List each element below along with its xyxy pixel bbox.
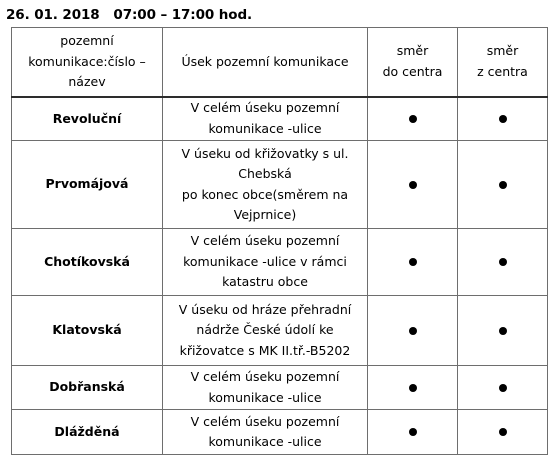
section-line: komunikace -ulice v rámci bbox=[183, 253, 347, 269]
section-line: Vejprnice) bbox=[233, 207, 297, 222]
bullet-icon bbox=[499, 181, 507, 189]
header-road bbox=[12, 28, 163, 97]
table-row bbox=[12, 296, 548, 366]
from-center-cell bbox=[458, 229, 548, 296]
table-row bbox=[12, 410, 548, 455]
road-name-cell: Prvomájová bbox=[12, 141, 163, 229]
section-line: V celém úseku pozemní bbox=[190, 413, 340, 429]
section-line: komunikace -ulice bbox=[208, 434, 322, 449]
from-center-cell bbox=[458, 296, 548, 366]
bullet-icon bbox=[499, 327, 507, 335]
bullet-icon bbox=[409, 115, 417, 123]
from-center-cell bbox=[458, 410, 548, 455]
bullet-icon bbox=[499, 384, 507, 392]
section-line: komunikace -ulice bbox=[208, 120, 322, 136]
header-from-center-line: směr bbox=[486, 43, 519, 59]
road-closure-table bbox=[11, 27, 548, 455]
document-heading: 26. 01. 2018 07:00 – 17:00 hod. bbox=[6, 7, 253, 23]
road-name-cell: Dlážděná bbox=[12, 410, 163, 455]
bullet-icon bbox=[409, 327, 417, 335]
bullet-icon bbox=[499, 428, 507, 436]
section-cell bbox=[163, 366, 368, 410]
bullet-icon bbox=[409, 181, 417, 189]
from-center-cell bbox=[458, 141, 548, 229]
header-to-center-line: směr bbox=[396, 43, 429, 59]
road-name-cell: Dobřanská bbox=[12, 366, 163, 410]
table-row bbox=[12, 229, 548, 296]
section-line: V úseku od křižovatky s ul. bbox=[181, 145, 349, 161]
header-road-line: komunikace:číslo – bbox=[28, 53, 146, 69]
from-center-cell bbox=[458, 366, 548, 410]
header-from-center-line: z centra bbox=[477, 63, 528, 79]
table-header-row bbox=[12, 28, 548, 97]
section-cell bbox=[163, 296, 368, 366]
header-from-center bbox=[458, 28, 548, 97]
table-row bbox=[12, 366, 548, 410]
section-line: po konec obce(směrem na bbox=[181, 186, 349, 202]
table-row bbox=[12, 141, 548, 229]
section-line: komunikace -ulice bbox=[208, 389, 322, 405]
section-line: křižovatce s MK II.tř.-B5202 bbox=[179, 342, 351, 358]
bullet-icon bbox=[409, 384, 417, 392]
header-to-center bbox=[368, 28, 458, 97]
section-cell bbox=[163, 410, 368, 455]
to-center-cell bbox=[368, 410, 458, 455]
to-center-cell bbox=[368, 296, 458, 366]
to-center-cell bbox=[368, 366, 458, 410]
header-road-line: název bbox=[68, 74, 106, 89]
section-line: V celém úseku pozemní bbox=[190, 369, 340, 384]
bullet-icon bbox=[409, 258, 417, 266]
to-center-cell bbox=[368, 229, 458, 296]
section-line: V celém úseku pozemní bbox=[190, 233, 340, 249]
bullet-icon bbox=[499, 258, 507, 266]
header-road-line: pozemní bbox=[60, 33, 114, 48]
bullet-icon bbox=[499, 115, 507, 123]
section-line: V úseku od hráze přehradní bbox=[178, 301, 352, 317]
section-cell bbox=[163, 141, 368, 229]
section-cell bbox=[163, 229, 368, 296]
bullet-icon bbox=[409, 428, 417, 436]
road-name-cell: Revoluční bbox=[12, 97, 163, 141]
header-section-line: Úsek pozemní komunikace bbox=[181, 53, 349, 69]
to-center-cell bbox=[368, 141, 458, 229]
to-center-cell bbox=[368, 97, 458, 141]
from-center-cell bbox=[458, 97, 548, 141]
header-to-center-line: do centra bbox=[382, 63, 443, 79]
section-line: Chebská bbox=[238, 166, 292, 181]
road-name-cell: Chotíkovská bbox=[12, 229, 163, 296]
section-line: V celém úseku pozemní bbox=[190, 100, 340, 116]
road-name-cell: Klatovská bbox=[12, 296, 163, 366]
section-line: katastru obce bbox=[222, 274, 308, 290]
table-row bbox=[12, 97, 548, 141]
section-cell bbox=[163, 97, 368, 141]
header-section bbox=[163, 28, 368, 97]
section-line: nádrže České údolí ke bbox=[196, 322, 334, 338]
